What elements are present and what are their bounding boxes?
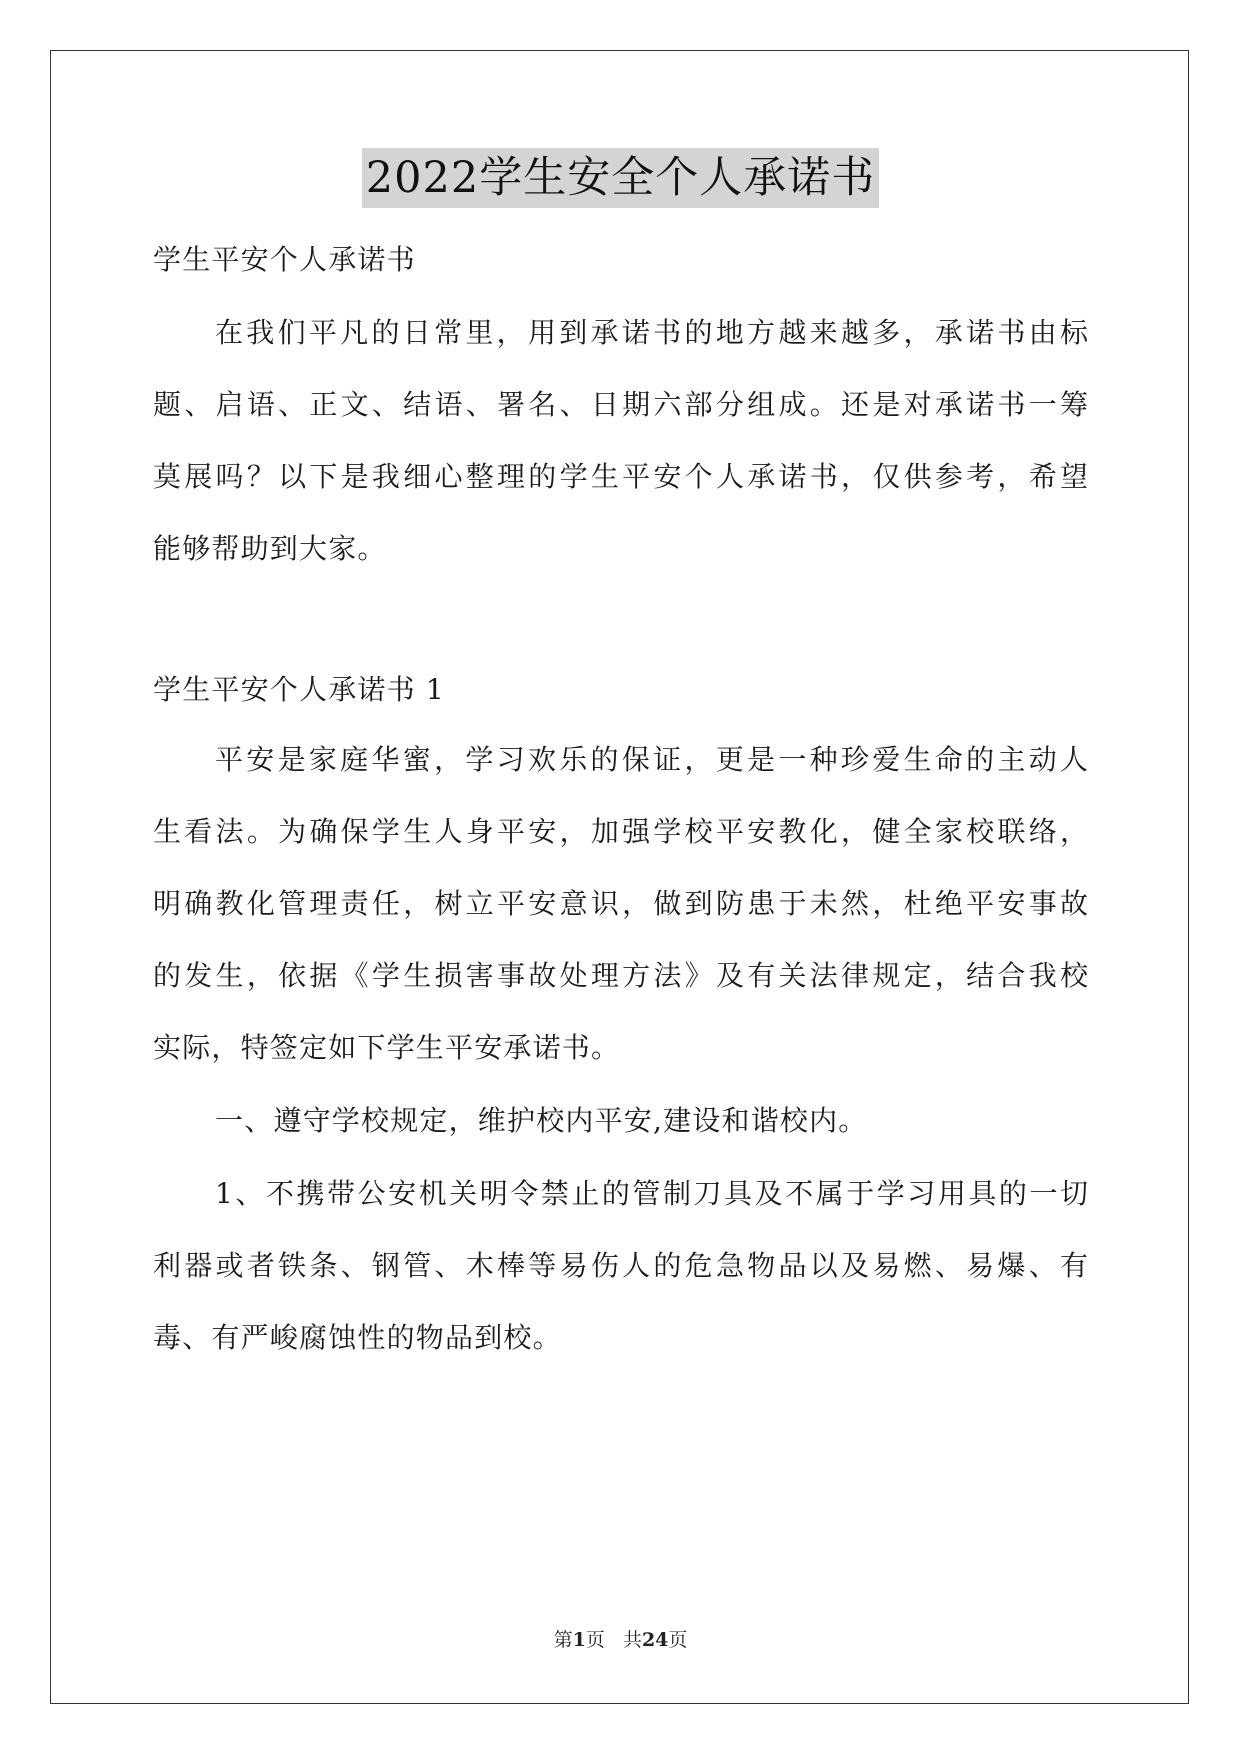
body-line: 平安是家庭华蜜，学习欢乐的保证，更是一种珍爱生命的主动人 <box>215 743 1088 776</box>
footer-page-number: 1 <box>572 1629 586 1651</box>
body-line: 生看法。为确保学生人身平安，加强学校平安教化，健全家校联络， <box>153 815 1088 848</box>
intro-line: 题、启语、正文、结语、署名、日期六部分组成。还是对承诺书一筹 <box>153 388 1088 421</box>
page-footer <box>0 1628 1241 1652</box>
footer-total-pages: 24 <box>641 1629 669 1651</box>
intro-line: 在我们平凡的日常里，用到承诺书的地方越来越多，承诺书由标 <box>215 316 1088 349</box>
intro-line: 能够帮助到大家。 <box>153 532 387 565</box>
item-line: 1、不携带公安机关明令禁止的管制刀具及不属于学习用具的一切 <box>215 1177 1088 1210</box>
intro-line: 莫展吗？以下是我细心整理的学生平安个人承诺书，仅供参考，希望 <box>153 460 1088 493</box>
section-heading: 学生平安个人承诺书 1 <box>153 673 445 706</box>
title-container <box>0 148 1241 208</box>
item-heading: 一、遵守学校规定，维护校内平安,建设和谐校内。 <box>215 1104 868 1137</box>
footer-suffix: 页 <box>668 1629 688 1651</box>
footer-prefix: 第 <box>553 1629 573 1651</box>
page-border <box>50 50 1189 1704</box>
footer-mid: 页 共 <box>585 1629 642 1651</box>
document-title: 2022学生安全个人承诺书 <box>362 148 879 208</box>
subtitle: 学生平安个人承诺书 <box>153 243 416 276</box>
item-line: 毒、有严峻腐蚀性的物品到校。 <box>153 1321 562 1354</box>
item-line: 利器或者铁条、钢管、木棒等易伤人的危急物品以及易燃、易爆、有 <box>153 1249 1088 1282</box>
body-line: 明确教化管理责任，树立平安意识，做到防患于未然，杜绝平安事故 <box>153 887 1088 920</box>
body-line: 实际，特签定如下学生平安承诺书。 <box>153 1031 621 1064</box>
body-line: 的发生，依据《学生损害事故处理方法》及有关法律规定，结合我校 <box>153 959 1088 992</box>
